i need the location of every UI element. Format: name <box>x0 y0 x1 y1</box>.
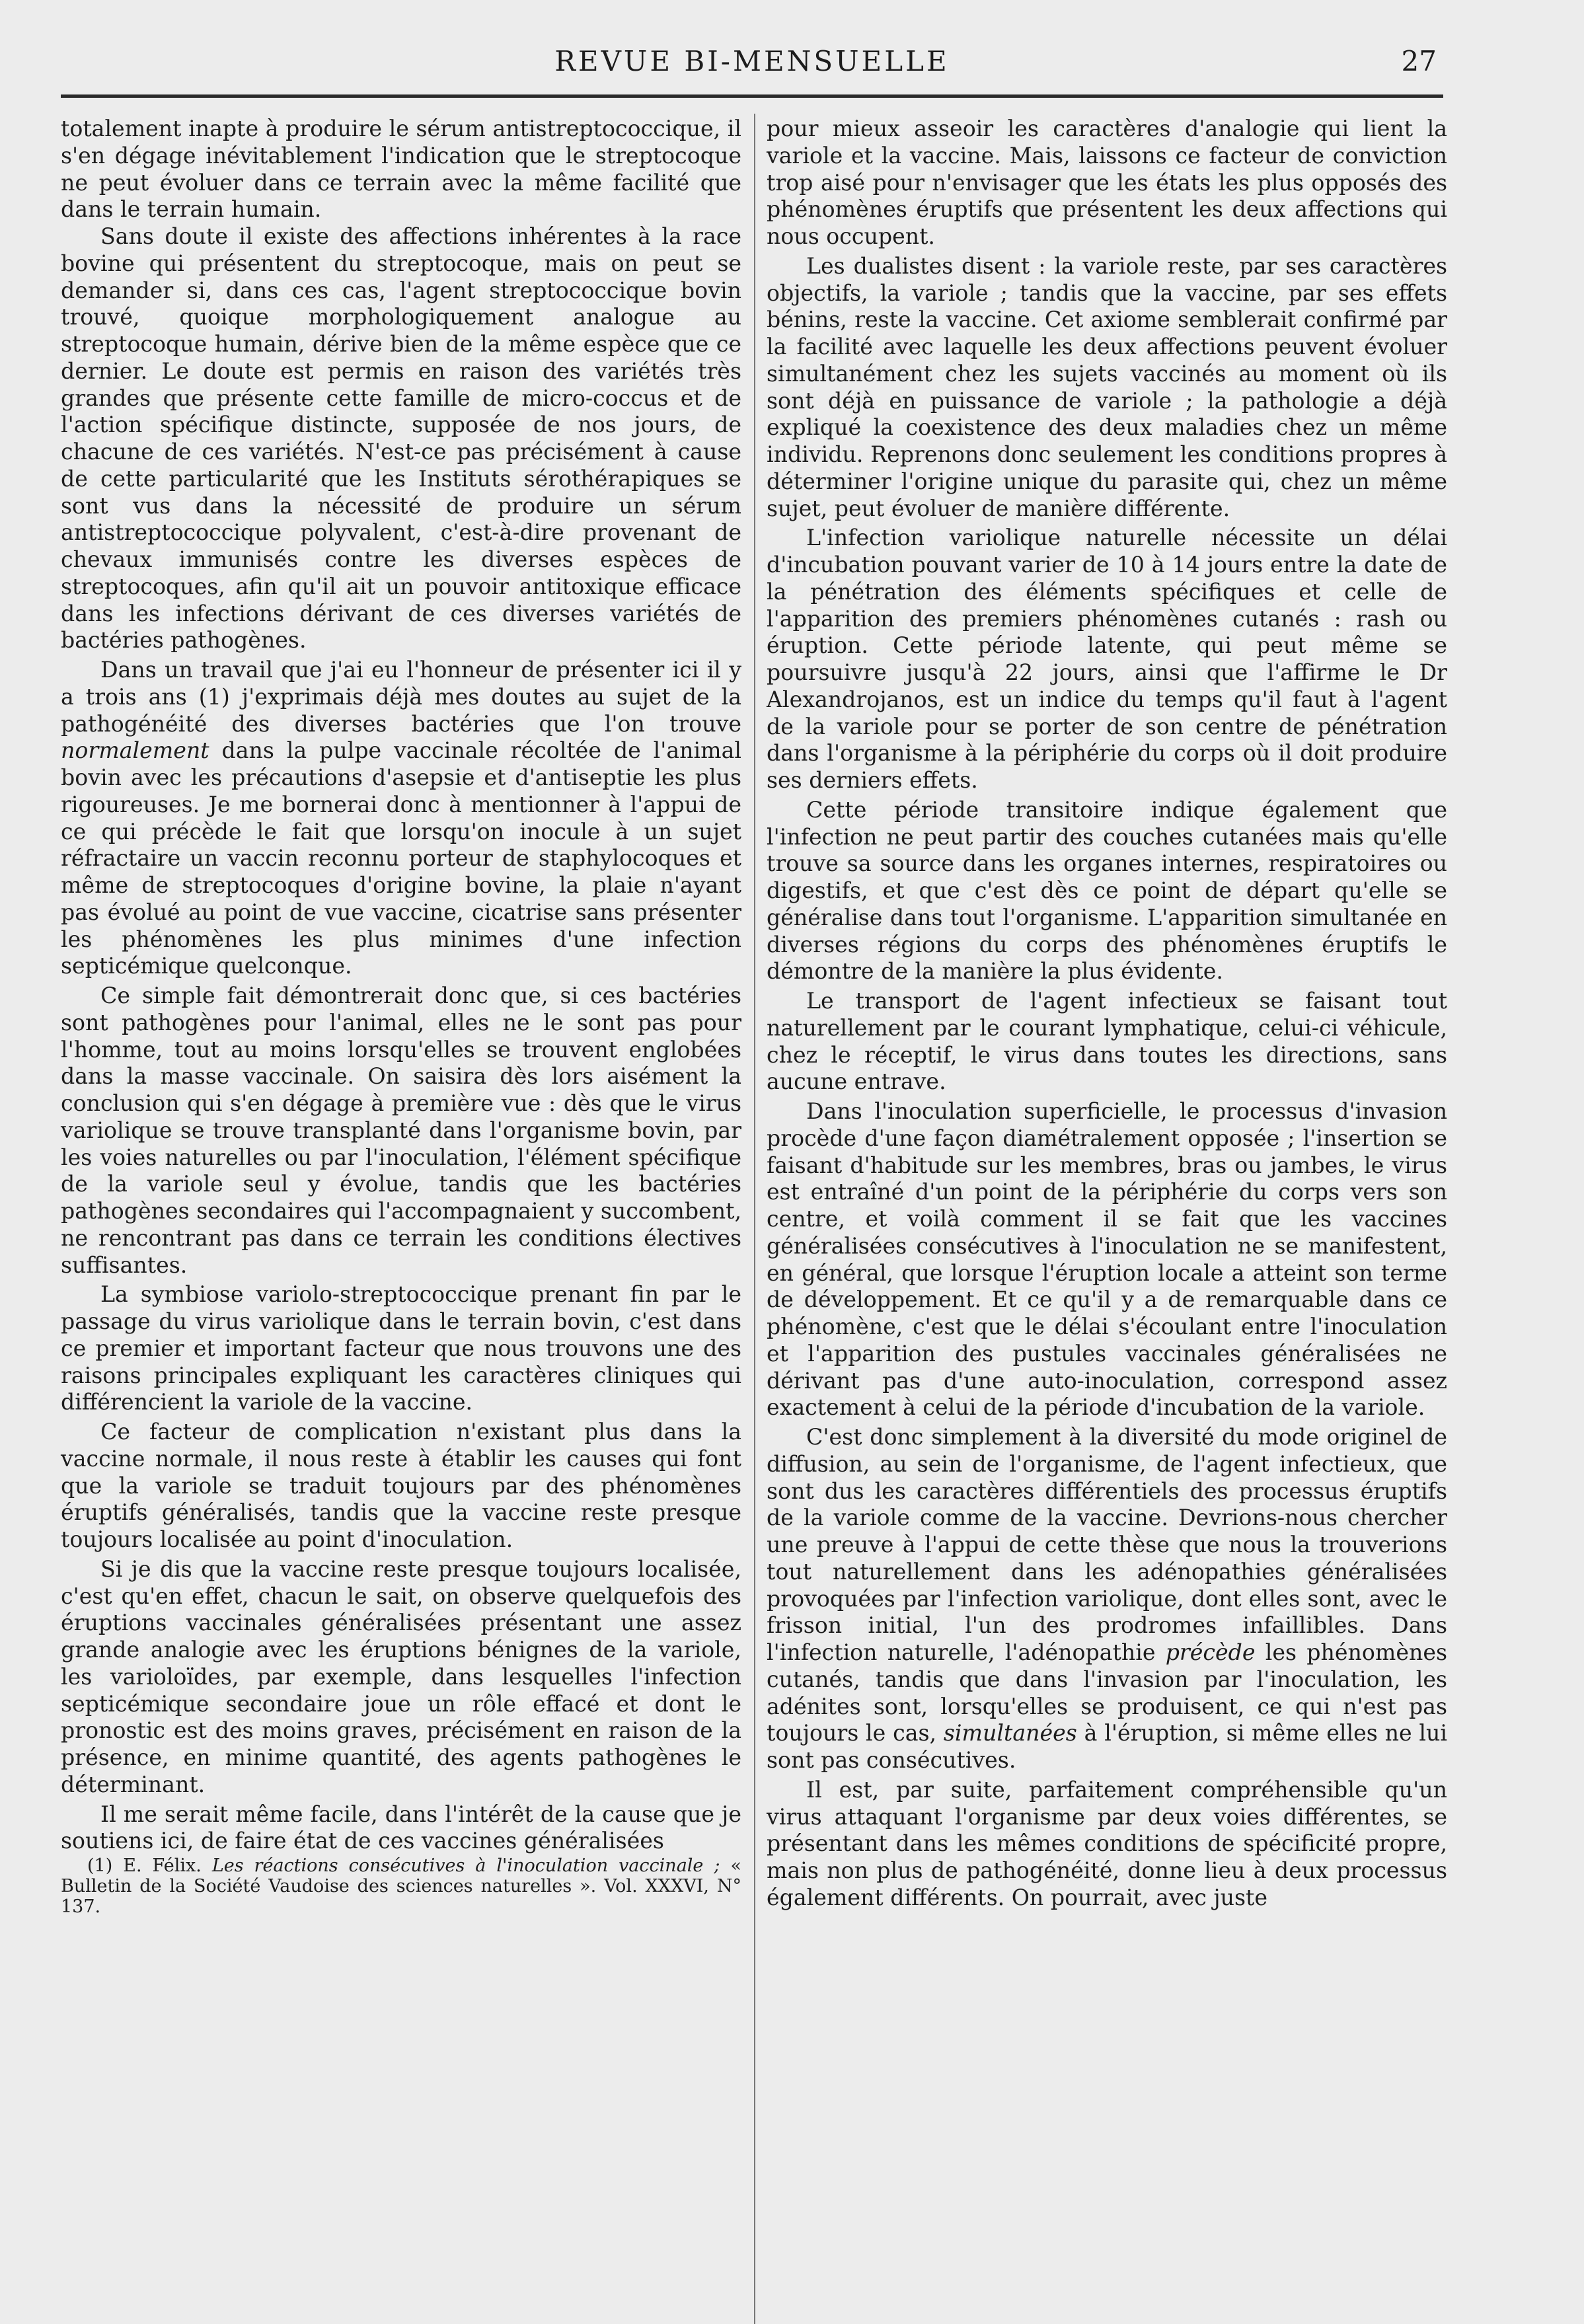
text-run: dans la pulpe vaccinale récoltée de l'animal bovin avec les précautions d'asepsie et d'antiseptie les plus rigoureuses. Je me bornerai donc à mentionner à l'appui de ce qui précède le fait que lorsqu'on inocule à un sujet réfractaire un vaccin reconnu porteur de staphylocoques et même de streptocoques d'origine bovine, la plaie n'ayant pas évolué au point de vue vaccine, cicatrise sans présenter les phénomènes les plus minimes d'une infection septicémique quelconque. <box>61 737 741 979</box>
paragraph: Il me serait même facile, dans l'intérêt de la cause que je soutiens ici, de faire état de ces vaccines généralisées <box>61 1801 741 1854</box>
paragraph: La symbiose variolo-streptococcique prenant fin par le passage du virus variolique dans le terrain bovin, c'est dans ce premier et important facteur que nous trouvons une des raisons principales expliquant les caractères cliniques qui différencient la variole de la vaccine. <box>61 1281 741 1415</box>
text-run: les phénomènes cutanés, tandis que dans l'invasion par l'inoculation, les adénites sont, lorsqu'elles se produisent, ce qui n'est pas toujours le cas, <box>767 1639 1448 1746</box>
paragraph: Dans l'inoculation superficielle, le processus d'invasion procède d'une façon diamétralement opposée ; l'insertion se faisant d'habitude sur les membres, bras ou jambes, le virus est entraîné d'un point de la périphérie du corps vers son centre, et voilà comment il se fait que les vaccines généralisées consécutives à l'inoculation ne se manifestent, en général, que lorsque l'éruption locale a atteint son terme de développement. Et ce qu'il y a de remarquable dans ce phénomène, c'est que le délai s'écoulant entre l'inoculation et l'apparition des pustules vaccinales généralisées ne dérivant pas d'une auto-inoculation, correspond assez exactement à celui de la période d'incubation de la variole. <box>767 1098 1447 1421</box>
paragraph: Ce simple fait démontrerait donc que, si ces bactéries sont pathogènes pour l'animal, elles ne le sont pas pour l'homme, tout au moins lorsqu'elles se trouvent englobées dans la masse vaccinale. On saisira dès lors aisément la conclusion qui s'en dégage à première vue : dès que le virus variolique se trouve transplanté dans l'organisme bovin, par les voies naturelles ou par l'inoculation, l'élément spécifique de la variole seul y évolue, tandis que les bactéries pathogènes secondaires qui l'accompagnaient y succombent, ne rencontrant pas dans ce terrain les conditions électives suffisantes. <box>61 983 741 1278</box>
text-run: C'est donc simplement à la diversité du mode originel de diffusion, au sein de l'organisme, de l'agent infectieux, que sont dus les caractères différentiels des processus éruptifs de la variole comme de la vaccine. Devrions-nous chercher une preuve à l'appui de cette thèse que nous la trouverions tout naturellement dans les adénopathies généralisées provoquées par l'infection variolique, dont elles sont, avec le frisson initial, l'un des prodromes infaillibles. Dans l'infection naturelle, l'adénopathie <box>767 1424 1447 1665</box>
paragraph: pour mieux asseoir les caractères d'analogie qui lient la variole et la vaccine. Mais, laissons ce facteur de conviction trop aisé pour n'envisager que les états les plus opposés des phénomènes éruptifs que présentent les deux affections qui nous occupent. <box>767 116 1447 249</box>
footnote-title: Les réactions consécutives à l'inoculation vaccinale ; <box>211 1855 720 1876</box>
paragraph: Le transport de l'agent infectieux se faisant tout naturellement par le courant lymphatique, celui-ci véhicule, chez le réceptif, le virus dans toutes les directions, sans aucune entrave. <box>767 988 1447 1095</box>
paragraph: L'infection variolique naturelle nécessite un délai d'incubation pouvant varier de 10 à 14 jours entre la date de la pénétration des éléments spécifiques et celle de l'apparition des premiers phénomènes cutanés : rash ou éruption. Cette période latente, qui peut même se poursuivre jusqu'à 22 jours, ainsi que l'affirme le Dr Alexandrojanos, est un indice du temps qu'il faut à l'agent de la variole pour se porter de son centre de pénétration dans l'organisme à la périphérie du corps où il doit produire ses derniers effets. <box>767 525 1447 793</box>
right-column <box>767 116 1447 1912</box>
page-header <box>61 38 1443 85</box>
paragraph <box>767 1424 1447 1774</box>
column-divider <box>754 114 755 2324</box>
footnote <box>61 1855 741 1917</box>
footnote-source: « Bulletin de la Société Vaudoise des sciences naturelles ». Vol. XXXVI, N° 137. <box>61 1855 741 1917</box>
left-column <box>61 116 741 1855</box>
footnote-text <box>61 1855 741 1917</box>
paragraph: Cette période transitoire indique également que l'infection ne peut partir des couches cutanées mais qu'elle trouve sa source dans les organes internes, respiratoires ou digestifs, et que c'est dès ce point de départ qu'elle se généralise dans tout l'organisme. L'apparition simultanée en diverses régions du corps des phénomènes éruptifs le démontre de la manière la plus évidente. <box>767 796 1447 985</box>
page-number: 27 <box>1401 45 1437 77</box>
paragraph: Les dualistes disent : la variole reste, par ses caractères objectifs, la variole ; tandis que la vaccine, par ses effets bénins, reste la vaccine. Cet axiome semblerait confirmé par la facilité avec laquelle les deux affections peuvent évoluer simultanément chez les sujets vaccinés au moment où ils sont déjà en puissance de variole ; la pathologie a déjà expliqué la coexistence des deux maladies chez un même individu. Reprenons donc seulement les conditions propres à déterminer l'origine unique du parasite qui, chez un même sujet, peut évoluer de manière différente. <box>767 252 1447 521</box>
text-run: à l'éruption, si même elles ne lui sont pas consécutives. <box>767 1720 1447 1773</box>
paragraph <box>61 657 741 980</box>
header-rule <box>61 94 1443 98</box>
paragraph: Sans doute il existe des affections inhérentes à la race bovine qui présentent du streptocoque, mais on peut se demander si, dans ces cas, l'agent streptococcique bovin trouvé, quoique morphologiquement analogue au streptocoque humain, dérive bien de la même espèce que ce dernier. Le doute est permis en raison des variétés très grandes que présente cette famille de micro-coccus et de l'action spécifique distincte, supposée de nos jours, de chacune de ces variétés. N'est-ce pas précisément à cause de cette particularité que les Instituts sérothérapiques se sont vus dans la nécessité de produire un sérum antistreptococcique polyvalent, c'est-à-dire provenant de chevaux immunisés contre les diverses espèces de streptocoques, afin qu'il ait un pouvoir antitoxique efficace dans les infections dérivant de ces diverses variétés de bactéries pathogènes. <box>61 223 741 654</box>
emphasis: simultanées <box>943 1720 1077 1746</box>
paragraph: totalement inapte à produire le sérum antistreptococcique, il s'en dégage inévitablement l'indication que le streptocoque ne peut évoluer dans ce terrain avec la même facilité que dans le terrain humain. <box>61 116 741 223</box>
emphasis: précède <box>1165 1639 1256 1665</box>
paragraph: Il est, par suite, parfaitement compréhensible qu'un virus attaquant l'organisme par deux voies différentes, se présentant dans les mêmes conditions de spécificité propre, mais non plus de pathogénéité, donne lieu à deux processus également différents. On pourrait, avec juste <box>767 1776 1447 1910</box>
paragraph: Si je dis que la vaccine reste presque toujours localisée, c'est qu'en effet, chacun le sait, on observe quelquefois des éruptions vaccinales généralisées présentant une assez grande analogie avec les éruptions bénignes de la variole, les varioloïdes, par exemple, dans lesquelles l'infection septicémique secondaire joue un rôle effacé et dont le pronostic est des moins graves, précisément en raison de la présence, en minime quantité, des agents pathogènes le déterminant. <box>61 1556 741 1797</box>
emphasis: normalement <box>61 737 209 764</box>
text-run: Dans un travail que j'ai eu l'honneur de présenter ici il y a trois ans (1) j'exprimais déjà mes doutes au sujet de la pathogénéité des diverses bactéries que l'on trouve <box>61 657 741 737</box>
footnote-ref: (1) E. Félix. <box>87 1855 212 1876</box>
paragraph: Ce facteur de complication n'existant plus dans la vaccine normale, il nous reste à établir les causes qui font que la variole se traduit toujours par des phénomènes éruptifs généralisés, tandis que la vaccine reste presque toujours localisée au point d'inoculation. <box>61 1419 741 1552</box>
running-title: REVUE BI-MENSUELLE <box>554 45 950 77</box>
